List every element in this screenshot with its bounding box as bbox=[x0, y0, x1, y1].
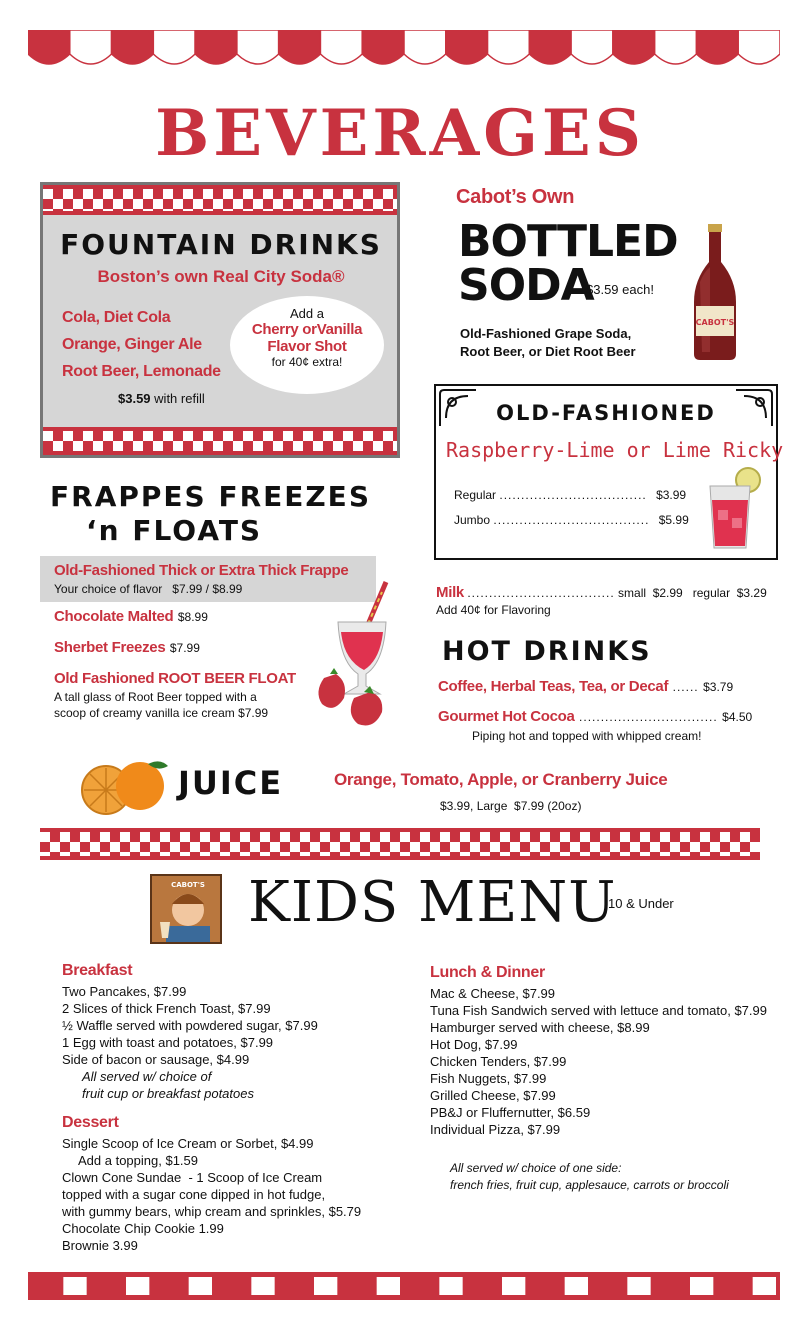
check-strip bbox=[40, 828, 760, 860]
list-item: Two Pancakes, $7.99 bbox=[62, 984, 187, 999]
awning-stripe bbox=[529, 30, 571, 64]
kids-age-note: 10 & Under bbox=[608, 896, 674, 911]
frappes-title: ‘n FLOATS bbox=[86, 514, 263, 547]
awning-stripe bbox=[488, 30, 530, 64]
list-item: Clown Cone Sundae - 1 Scoop of Ice Cream bbox=[62, 1170, 323, 1185]
awning-stripe bbox=[279, 30, 321, 64]
bottled-price: $3.59 each! bbox=[586, 282, 654, 297]
awning-stripe bbox=[28, 30, 70, 64]
lunch-note bbox=[450, 1160, 729, 1194]
kids-logo bbox=[150, 874, 222, 944]
awning-stripe bbox=[320, 30, 362, 64]
awning-border bbox=[28, 30, 780, 70]
list-item: Individual Pizza, $7.99 bbox=[430, 1122, 561, 1137]
awning-stripe bbox=[571, 30, 613, 64]
leader-dots: ................................ bbox=[579, 710, 718, 724]
menu-item-row bbox=[54, 608, 208, 626]
hot-drink-price: $3.79 bbox=[703, 680, 734, 694]
logo-text: CABOT'S bbox=[171, 881, 205, 889]
awning-stripe bbox=[153, 30, 195, 64]
frappes-title: FRAPPES FREEZES bbox=[50, 480, 371, 513]
list-item: PB&J or Fluffernutter, $6.59 bbox=[430, 1105, 591, 1120]
menu-item-row bbox=[54, 639, 200, 657]
bottled-title: SODA bbox=[458, 260, 594, 311]
shot-line: Cherry orVanilla bbox=[251, 321, 363, 338]
border-square bbox=[63, 1277, 86, 1295]
list-item: 1 Egg with toast and potatoes, $7.99 bbox=[62, 1035, 274, 1050]
check-strip bbox=[43, 427, 397, 455]
list-item: ½ Waffle served with powdered sugar, $7.99 bbox=[62, 1018, 318, 1033]
list-item: Single Scoop of Ice Cream or Sorbet, $4.99 bbox=[62, 1136, 314, 1151]
border-square bbox=[377, 1277, 400, 1295]
border-square bbox=[627, 1277, 650, 1295]
fountain-flavor: Root Beer, Lemonade bbox=[62, 363, 221, 380]
list-item: Chicken Tenders, $7.99 bbox=[430, 1054, 567, 1069]
list-item: Chocolate Chip Cookie 1.99 bbox=[62, 1221, 224, 1236]
awning-stripe bbox=[696, 30, 738, 64]
leader-dots: .................................. bbox=[499, 488, 647, 502]
freeze-glass-strawberry-icon bbox=[314, 574, 400, 734]
breakfast-list bbox=[62, 983, 318, 1102]
fountain-title: FOUNTAIN DRINKS bbox=[60, 228, 382, 261]
list-item: 2 Slices of thick French Toast, $7.99 bbox=[62, 1001, 271, 1016]
juice-title: JUICE bbox=[178, 764, 284, 802]
juice-price: $3.99, Large $7.99 (20oz) bbox=[440, 799, 582, 813]
awning-stripe bbox=[195, 30, 237, 64]
milk-prices: small $2.99 regular $3.29 bbox=[618, 586, 767, 600]
awning-stripe bbox=[112, 30, 154, 64]
size-price: $5.99 bbox=[658, 513, 689, 527]
list-note: All served w/ choice of bbox=[82, 1069, 212, 1084]
fountain-flavor: Orange, Ginger Ale bbox=[62, 336, 202, 353]
size-price: $3.99 bbox=[656, 488, 687, 502]
menu-item-name: Chocolate Malted bbox=[54, 608, 174, 625]
list-item: Fish Nuggets, $7.99 bbox=[430, 1071, 547, 1086]
hot-drink-name: Coffee, Herbal Teas, Tea, or Decaf bbox=[438, 678, 669, 695]
menu-item-name: Old-Fashioned Thick or Extra Thick Frappe bbox=[54, 562, 349, 579]
section-heading: Dessert bbox=[62, 1114, 119, 1131]
section-heading: Breakfast bbox=[62, 962, 133, 979]
juice-flavors: Orange, Tomato, Apple, or Cranberry Juice bbox=[334, 770, 668, 789]
hot-drink-row bbox=[438, 708, 752, 726]
menu-item-price: $7.99 bbox=[169, 641, 200, 655]
border-square bbox=[753, 1277, 776, 1295]
border-square bbox=[126, 1277, 149, 1295]
awning-stripe bbox=[70, 30, 112, 64]
hot-drink-name: Gourmet Hot Cocoa bbox=[438, 708, 575, 725]
list-item: Hamburger served with cheese, $8.99 bbox=[430, 1020, 650, 1035]
lunch-list bbox=[430, 985, 767, 1138]
hot-drink-desc: Piping hot and topped with whipped cream! bbox=[472, 729, 702, 743]
awning-stripe bbox=[738, 30, 780, 64]
fountain-price-note: with refill bbox=[154, 391, 205, 406]
bottom-border bbox=[28, 1272, 780, 1300]
check-strip bbox=[43, 185, 397, 215]
awning-stripe bbox=[613, 30, 655, 64]
border-square bbox=[189, 1277, 212, 1295]
list-item: Hot Dog, $7.99 bbox=[430, 1037, 518, 1052]
hot-drink-price: $4.50 bbox=[722, 710, 753, 724]
page-title: BEVERAGES bbox=[155, 96, 645, 171]
leader-dots: ...... bbox=[672, 680, 699, 694]
fountain-flavor: Cola, Diet Cola bbox=[62, 309, 171, 326]
menu-item-desc: scoop of creamy vanilla ice cream $7.99 bbox=[54, 706, 269, 720]
size-row bbox=[454, 513, 689, 527]
border-square bbox=[690, 1277, 713, 1295]
menu-item-name: Old Fashioned ROOT BEER FLOAT bbox=[54, 670, 296, 687]
bottled-title: BOTTLED bbox=[458, 216, 678, 267]
bottled-brand: Cabot’s Own bbox=[456, 186, 575, 208]
section-heading: Lunch & Dinner bbox=[430, 964, 545, 981]
bottled-flavors: Root Beer, or Diet Root Beer bbox=[460, 344, 636, 359]
kid-eating-icon bbox=[152, 876, 222, 944]
list-item: with gummy bears, whip cream and sprinkles, $5.79 bbox=[62, 1204, 362, 1219]
awning-stripe bbox=[446, 30, 488, 64]
lime-ricky-glass-icon bbox=[704, 466, 764, 552]
menu-item-price: $8.99 bbox=[177, 610, 208, 624]
shot-line: Flavor Shot bbox=[267, 338, 347, 355]
bottle-label-text: CABOT'S bbox=[695, 318, 735, 327]
fountain-price: $3.59 bbox=[118, 391, 151, 406]
menu-item-name: Sherbet Freezes bbox=[54, 639, 166, 656]
milk-name: Milk bbox=[436, 584, 464, 601]
orange-icon bbox=[78, 756, 172, 816]
old-fashioned-title: OLD-FASHIONED bbox=[496, 401, 716, 425]
size-label: Regular bbox=[454, 488, 497, 502]
list-item: Mac & Cheese, $7.99 bbox=[430, 986, 556, 1001]
fountain-subtitle: Boston’s own Real City Soda® bbox=[97, 267, 345, 286]
hot-drink-row bbox=[438, 678, 733, 696]
shot-line: Add a bbox=[290, 306, 324, 321]
awning-stripe bbox=[362, 30, 404, 64]
fountain-price-row bbox=[118, 391, 205, 406]
milk-note: Add 40¢ for Flavoring bbox=[436, 603, 551, 617]
list-note: french fries, fruit cup, applesauce, carrots or broccoli bbox=[450, 1178, 729, 1192]
border-square bbox=[565, 1277, 588, 1295]
list-item: Brownie 3.99 bbox=[62, 1238, 138, 1253]
menu-item-desc: Your choice of flavor $7.99 / $8.99 bbox=[54, 582, 243, 596]
border-square bbox=[251, 1277, 274, 1295]
kids-title: KIDS MENU bbox=[248, 870, 617, 935]
bottled-flavors: Old-Fashioned Grape Soda, bbox=[460, 326, 632, 341]
flavor-shot-bubble bbox=[230, 296, 384, 394]
hot-drinks-title: HOT DRINKS bbox=[442, 636, 652, 667]
awning-stripe bbox=[237, 30, 279, 64]
old-fashioned-subtitle: Raspberry-Lime or Lime Ricky bbox=[446, 438, 784, 462]
menu-item-desc: A tall glass of Root Beer topped with a bbox=[54, 690, 257, 704]
list-item: Grilled Cheese, $7.99 bbox=[430, 1088, 556, 1103]
border-square bbox=[314, 1277, 337, 1295]
list-item: Tuna Fish Sandwich served with lettuce and tomato, $7.99 bbox=[430, 1003, 767, 1018]
list-note: All served w/ choice of one side: bbox=[450, 1161, 622, 1175]
dessert-list bbox=[62, 1135, 361, 1254]
size-label: Jumbo bbox=[454, 513, 491, 527]
border-square bbox=[439, 1277, 462, 1295]
list-note: fruit cup or breakfast potatoes bbox=[82, 1086, 254, 1101]
size-row bbox=[454, 488, 686, 502]
soda-bottle-icon bbox=[690, 222, 740, 362]
list-item: Add a topping, $1.59 bbox=[78, 1153, 198, 1168]
awning-stripe bbox=[655, 30, 697, 64]
milk-row bbox=[436, 584, 767, 601]
leader-dots: .................................. bbox=[467, 586, 615, 600]
list-item: topped with a sugar cone dipped in hot fudge, bbox=[62, 1187, 326, 1202]
shot-line: for 40¢ extra! bbox=[271, 355, 343, 369]
awning-stripe bbox=[404, 30, 446, 64]
list-item: Side of bacon or sausage, $4.99 bbox=[62, 1052, 250, 1067]
border-square bbox=[502, 1277, 525, 1295]
leader-dots: .................................... bbox=[493, 513, 650, 527]
